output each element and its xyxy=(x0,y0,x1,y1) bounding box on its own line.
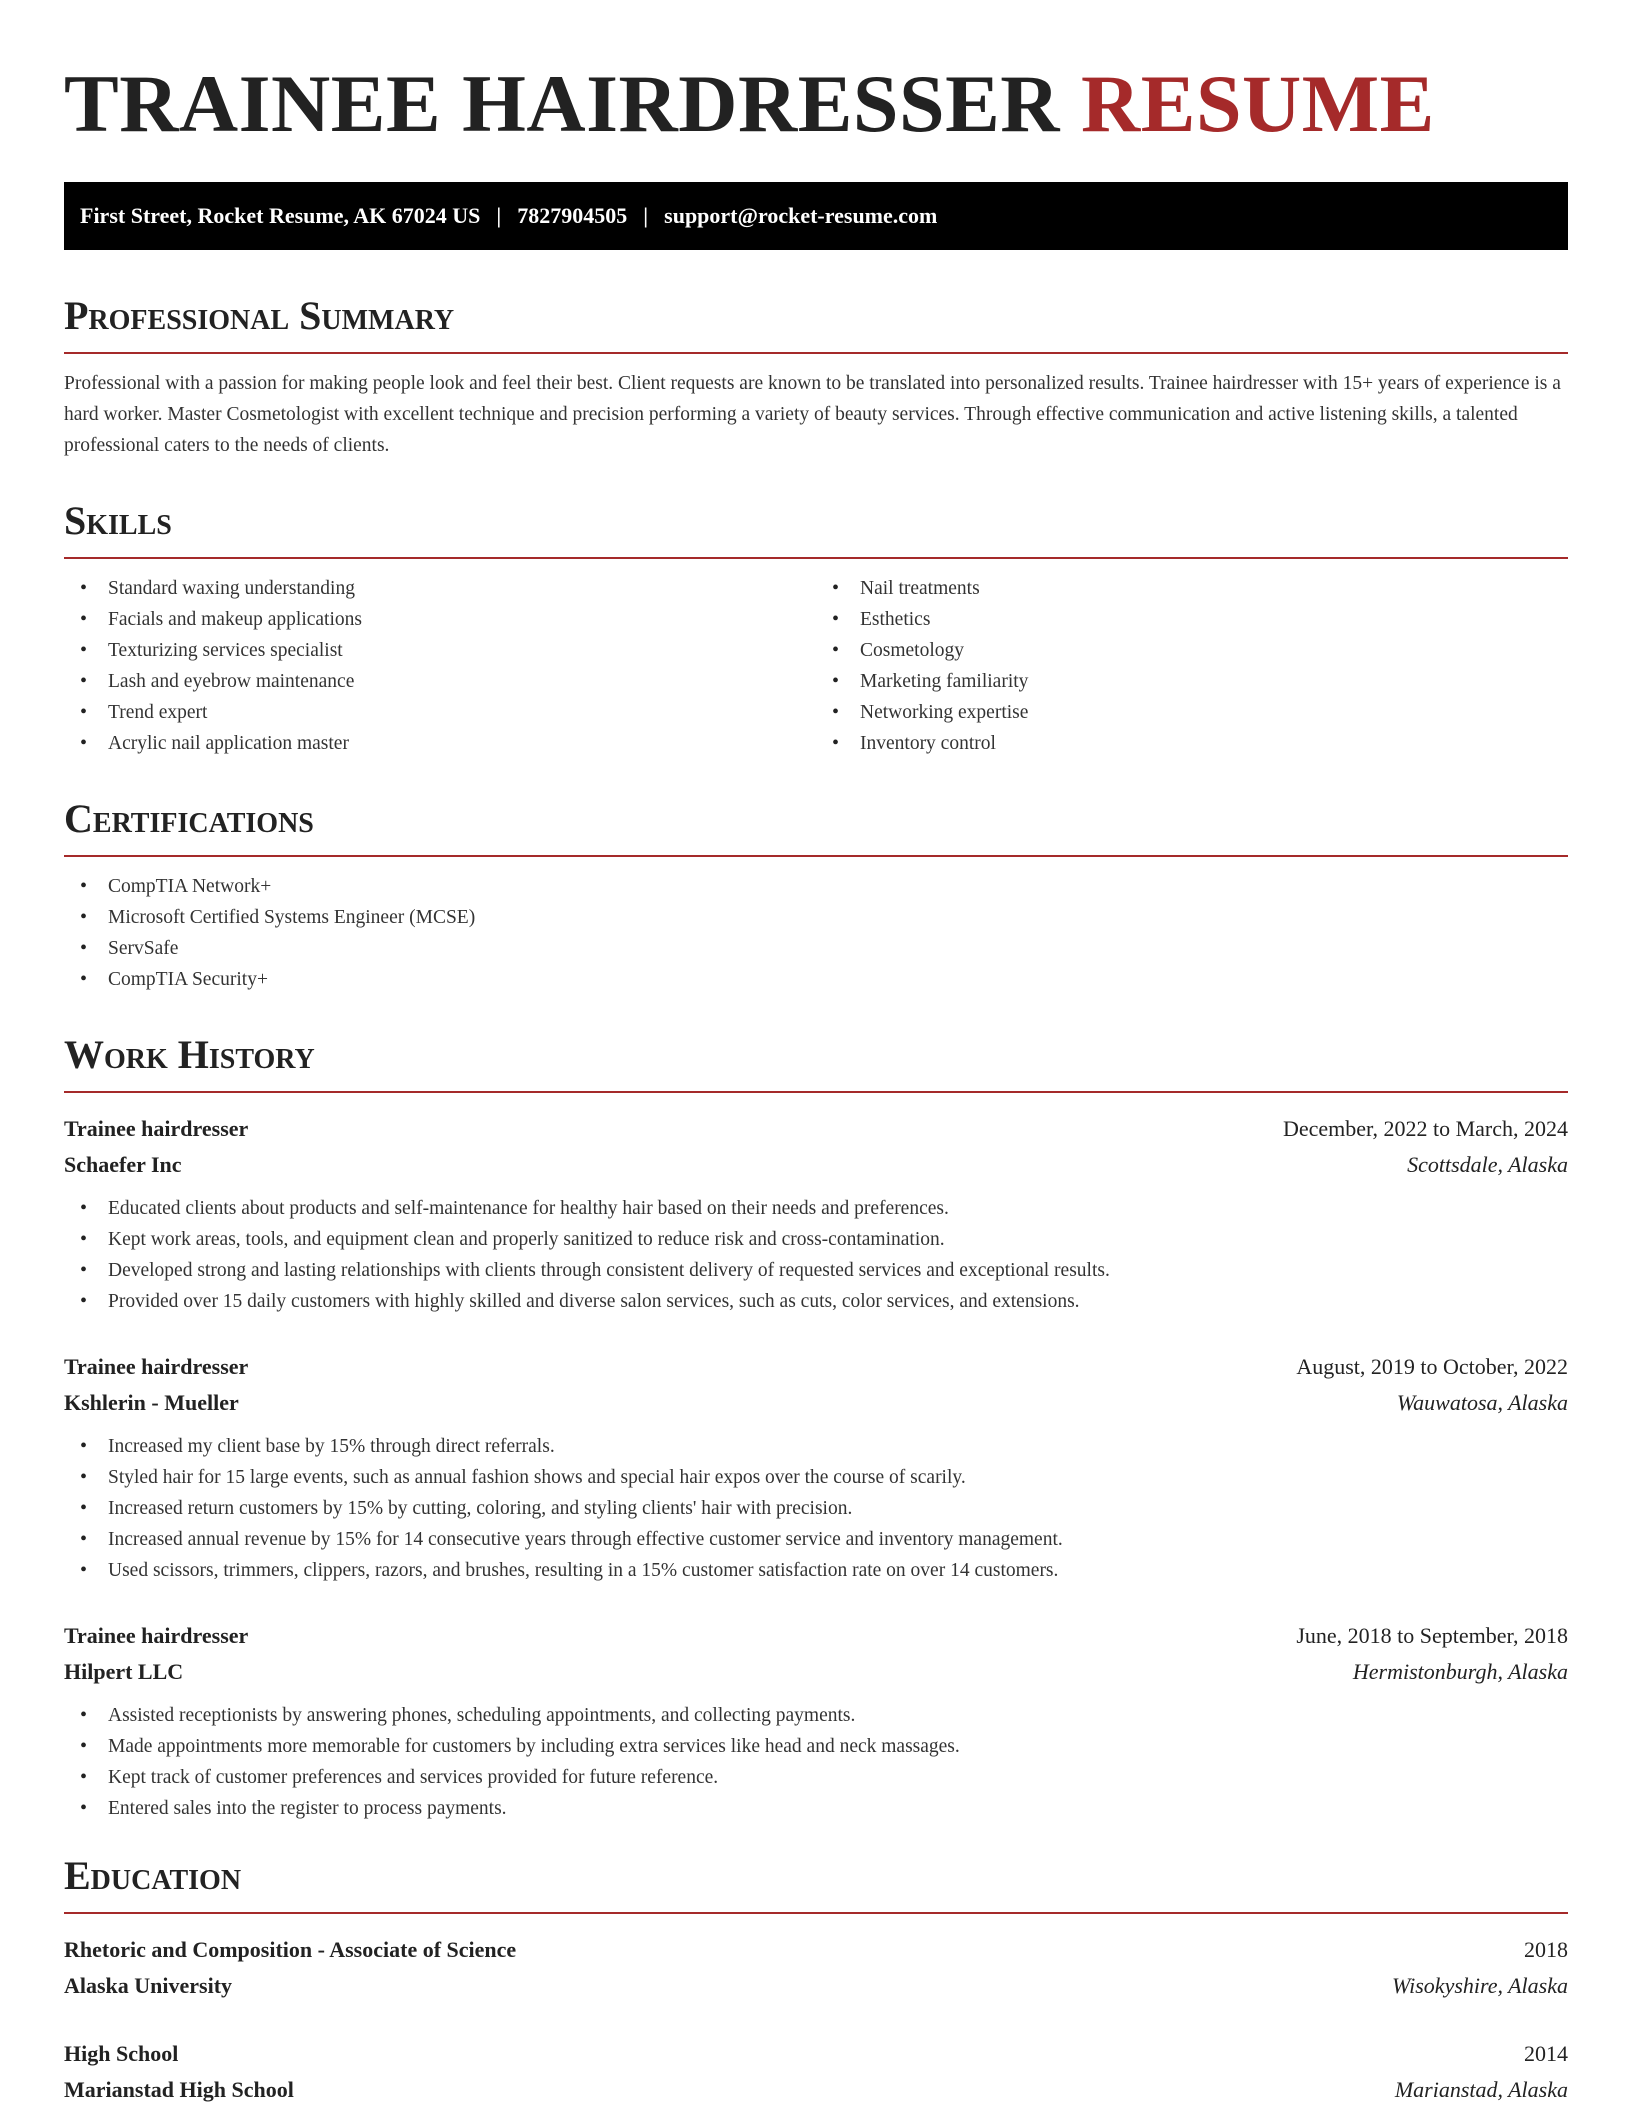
education-location: Marianstad, Alaska xyxy=(1394,2077,1568,2102)
certification-item: • Microsoft Certified Systems Engineer (MCSE) xyxy=(64,902,1568,933)
education-school: Alaska University xyxy=(64,1973,233,1998)
job-location: Hermistonburgh, Alaska xyxy=(1352,1659,1568,1684)
job-title: Trainee hairdresser xyxy=(64,1116,249,1141)
job-bullet: • Kept track of customer preferences and services provided for future reference. xyxy=(64,1762,1568,1793)
skill-item: • Nail treatments xyxy=(816,573,1568,604)
contact-phone[interactable]: 7827904505 xyxy=(517,203,628,228)
section-heading-education: Education xyxy=(64,1852,1568,1914)
certification-item: • CompTIA Network+ xyxy=(64,871,1568,902)
job-bullet: • Kept work areas, tools, and equipment clean and properly sanitized to reduce risk and cross-contamination. xyxy=(64,1224,1568,1255)
job-bullet: • Assisted receptionists by answering phones, scheduling appointments, and collecting payments. xyxy=(64,1700,1568,1731)
work-history-section xyxy=(64,1031,1568,1824)
skill-item: • Networking expertise xyxy=(816,697,1568,728)
job-dates: August, 2019 to October, 2022 xyxy=(1296,1354,1568,1379)
section-heading-certifications: Certifications xyxy=(64,795,1568,857)
job-company: Kshlerin - Mueller xyxy=(64,1390,239,1415)
certification-item: • CompTIA Security+ xyxy=(64,964,1568,995)
title-accent: RESUME xyxy=(1081,58,1435,149)
job-dates: December, 2022 to March, 2024 xyxy=(1282,1116,1568,1141)
contact-address: First Street, Rocket Resume, AK 67024 US xyxy=(80,203,481,228)
job-title: Trainee hairdresser xyxy=(64,1354,249,1379)
job-bullet: • Developed strong and lasting relationships with clients through consistent delivery of requested services and exceptional results. xyxy=(64,1255,1568,1286)
job-bullet: • Provided over 15 daily customers with highly skilled and diverse salon services, such as cuts, color services, and extensions. xyxy=(64,1286,1568,1317)
education-year: 2018 xyxy=(1524,1937,1568,1962)
skills-list-left xyxy=(64,573,816,759)
education-degree: Rhetoric and Composition - Associate of Science xyxy=(64,1937,517,1962)
job-location: Scottsdale, Alaska xyxy=(1407,1152,1568,1177)
job-bullets xyxy=(64,1700,1568,1824)
education-school: Marianstad High School xyxy=(64,2077,294,2102)
job-entry xyxy=(64,1618,1568,1824)
job-bullet: • Entered sales into the register to process payments. xyxy=(64,1793,1568,1824)
skills-section xyxy=(64,497,1568,759)
job-company: Hilpert LLC xyxy=(64,1659,184,1684)
contact-separator: | xyxy=(643,203,649,228)
skill-item: • Lash and eyebrow maintenance xyxy=(64,666,816,697)
job-bullets xyxy=(64,1193,1568,1317)
skill-item: • Cosmetology xyxy=(816,635,1568,666)
job-bullet: • Increased return customers by 15% by cutting, coloring, and styling clients' hair with precision. xyxy=(64,1493,1568,1524)
job-entry xyxy=(64,1349,1568,1586)
education-year: 2014 xyxy=(1524,2041,1568,2066)
skill-item: • Marketing familiarity xyxy=(816,666,1568,697)
section-heading-skills: Skills xyxy=(64,497,1568,559)
job-bullet: • Educated clients about products and self-maintenance for healthy hair based on their needs and preferences. xyxy=(64,1193,1568,1224)
section-heading-work-history: Work History xyxy=(64,1031,1568,1093)
summary-section xyxy=(64,292,1568,461)
skill-item: • Acrylic nail application master xyxy=(64,728,816,759)
summary-text: Professional with a passion for making people look and feel their best. Client requests are known to be translated into personalized results. Trainee hairdresser with 15+ years of experience is a hard worker. Master Cosmetologist with excellent technique and precision performing a variety of beauty services. Through effective communication and active listening skills, a talented professional caters to the needs of clients. xyxy=(64,373,1561,456)
contact-separator: | xyxy=(496,203,502,228)
certifications-section xyxy=(64,795,1568,995)
education-entry xyxy=(64,1932,1568,2004)
skill-item: • Inventory control xyxy=(816,728,1568,759)
contact-bar xyxy=(64,182,1568,250)
title-main: TRAINEE HAIRDRESSER xyxy=(64,58,1061,149)
job-entry xyxy=(64,1111,1568,1317)
job-company: Schaefer Inc xyxy=(64,1152,182,1177)
education-section xyxy=(64,1852,1568,2108)
certifications-list xyxy=(64,871,1568,995)
job-title: Trainee hairdresser xyxy=(64,1623,249,1648)
skill-item: • Esthetics xyxy=(816,604,1568,635)
skill-item: • Texturizing services specialist xyxy=(64,635,816,666)
education-location: Wisokyshire, Alaska xyxy=(1392,1973,1568,1998)
job-bullet: • Increased annual revenue by 15% for 14 consecutive years through effective customer service and inventory management. xyxy=(64,1524,1568,1555)
skill-item: • Standard waxing understanding xyxy=(64,573,816,604)
resume-title xyxy=(64,0,1568,150)
job-dates: June, 2018 to September, 2018 xyxy=(1296,1623,1568,1648)
job-bullet: • Increased my client base by 15% through direct referrals. xyxy=(64,1431,1568,1462)
education-entry xyxy=(64,2036,1568,2108)
job-location: Wauwatosa, Alaska xyxy=(1396,1390,1568,1415)
job-bullet: • Used scissors, trimmers, clippers, razors, and brushes, resulting in a 15% customer satisfaction rate on over 14 customers. xyxy=(64,1555,1568,1586)
job-bullet: • Made appointments more memorable for customers by including extra services like head and neck massages. xyxy=(64,1731,1568,1762)
education-degree: High School xyxy=(64,2041,179,2066)
skill-item: • Trend expert xyxy=(64,697,816,728)
skills-list-right xyxy=(816,573,1568,759)
job-bullet: • Styled hair for 15 large events, such as annual fashion shows and special hair expos over the course of scarily. xyxy=(64,1462,1568,1493)
section-heading-summary: Professional Summary xyxy=(64,292,1568,354)
contact-email[interactable]: support@rocket-resume.com xyxy=(664,203,938,228)
skill-item: • Facials and makeup applications xyxy=(64,604,816,635)
job-bullets xyxy=(64,1431,1568,1586)
certification-item: • ServSafe xyxy=(64,933,1568,964)
